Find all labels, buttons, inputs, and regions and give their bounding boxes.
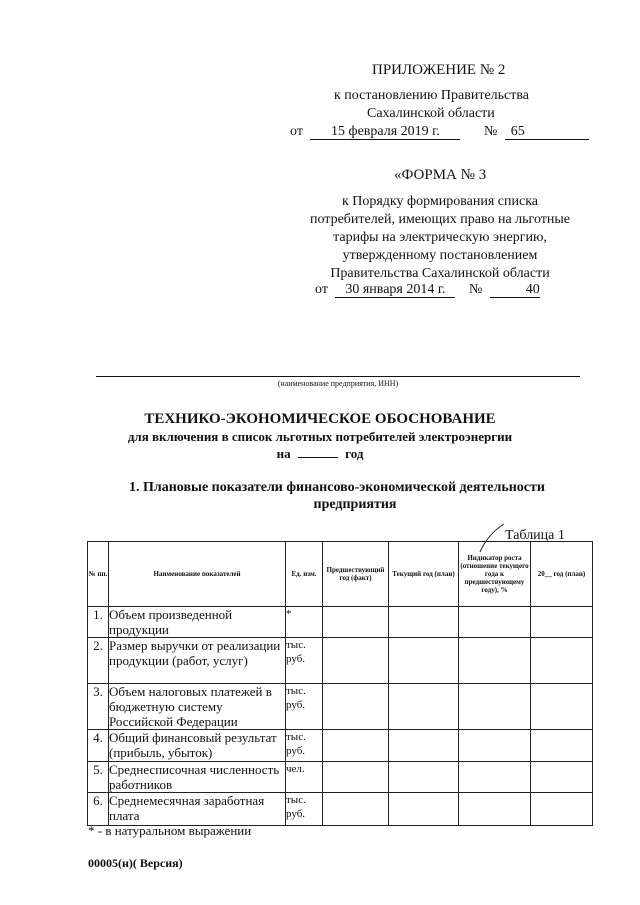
form-from-label: от — [315, 282, 328, 297]
from-label: от — [290, 124, 303, 139]
header-current-year: Текущий год (план) — [389, 542, 459, 607]
company-caption: (наименование предприятия, ИНН) — [277, 379, 399, 388]
cell-plan[interactable] — [531, 607, 593, 638]
cell-growth[interactable] — [459, 762, 531, 793]
document-title: ТЕХНИКО-ЭКОНОМИЧЕСКОЕ ОБОСНОВАНИЕ — [144, 411, 496, 427]
cell-current[interactable] — [389, 730, 459, 762]
row-unit: тыс. руб. — [286, 793, 323, 826]
table-row — [88, 762, 593, 793]
header-unit: Ед. изм. — [286, 542, 323, 607]
header-previous-year: Предшествующий год (факт) — [323, 542, 389, 607]
section-subtitle: предприятия — [313, 497, 397, 512]
row-number: 3. — [88, 684, 109, 730]
row-number: 4. — [88, 730, 109, 762]
footnote: * - в натуральном выражении — [88, 823, 252, 838]
row-name: Среднесписочная численность работников — [109, 762, 286, 793]
row-name: Объем налоговых платежей в бюджетную систему Российской Федерации — [109, 684, 286, 730]
row-name: Размер выручки от реализации продукции (работ, услуг) — [109, 638, 286, 684]
region-line: Сахалинской области — [367, 106, 495, 121]
row-number: 5. — [88, 762, 109, 793]
decree-date-row — [290, 123, 589, 140]
row-unit: * — [286, 607, 323, 638]
year-row — [0, 446, 640, 462]
cell-previous[interactable] — [323, 730, 389, 762]
table-row — [88, 730, 593, 762]
year-suffix: год — [345, 446, 364, 461]
form-line-2: потребителей, имеющих право на льготные — [310, 212, 570, 227]
header-indicator-name: Наименование показателей — [109, 542, 286, 607]
row-unit: тыс. руб. — [286, 730, 323, 762]
row-number: 6. — [88, 793, 109, 826]
form-line-5: Правительства Сахалинской области — [330, 266, 550, 281]
cell-previous[interactable] — [323, 762, 389, 793]
document-code: 00005(н)( Версия) — [88, 856, 183, 870]
form-line-3: тарифы на электрическую энергию, — [333, 230, 547, 245]
year-prefix: на — [276, 446, 291, 461]
cell-current[interactable] — [389, 684, 459, 730]
cell-plan[interactable] — [531, 793, 593, 826]
row-unit: тыс. руб. — [286, 638, 323, 684]
table-row — [88, 684, 593, 730]
form-number-label: № — [468, 282, 483, 297]
table-row — [88, 638, 593, 684]
row-number: 2. — [88, 638, 109, 684]
cell-current[interactable] — [389, 793, 459, 826]
form-line-1: к Порядку формирования списка — [341, 194, 539, 209]
form-line-4: утвержденному постановлением — [342, 248, 538, 263]
decree-number: 65 — [505, 124, 589, 140]
cell-growth[interactable] — [459, 793, 531, 826]
decree-line: к постановлению Правительства — [334, 88, 530, 103]
cell-plan[interactable] — [531, 684, 593, 730]
number-label: № — [483, 124, 498, 139]
row-name: Объем произведенной продукции — [109, 607, 286, 638]
cell-plan[interactable] — [531, 730, 593, 762]
header-plan-year: 20__ год (план) — [531, 542, 593, 607]
header-growth-indicator: Индикатор роста (отношение текущего года к предшествующему году), % — [459, 542, 531, 607]
cell-current[interactable] — [389, 607, 459, 638]
row-unit: тыс. руб. — [286, 684, 323, 730]
cell-previous[interactable] — [323, 684, 389, 730]
cell-growth[interactable] — [459, 684, 531, 730]
row-name: Среднемесячная заработная плата — [109, 793, 286, 826]
indicators-table — [87, 541, 593, 826]
table-row — [88, 607, 593, 638]
cell-plan[interactable] — [531, 638, 593, 684]
table-header-row — [88, 542, 593, 607]
year-blank[interactable] — [298, 457, 338, 458]
row-number: 1. — [88, 607, 109, 638]
appendix-title: ПРИЛОЖЕНИЕ № 2 — [372, 62, 506, 78]
decree-date: 15 февраля 2019 г. — [310, 124, 460, 140]
header-number: № пп. — [88, 542, 109, 607]
form-date-row — [315, 281, 540, 298]
cell-previous[interactable] — [323, 638, 389, 684]
section-title: 1. Плановые показатели финансово-экономической деятельности — [129, 480, 545, 495]
company-line[interactable] — [96, 376, 580, 377]
document-subtitle: для включения в список льготных потребителей электроэнергии — [127, 429, 513, 444]
form-number: 40 — [490, 282, 540, 298]
form-title: «ФОРМА № 3 — [394, 167, 487, 183]
cell-current[interactable] — [389, 762, 459, 793]
row-name: Общий финансовый результат (прибыль, убыток) — [109, 730, 286, 762]
cell-plan[interactable] — [531, 762, 593, 793]
cell-previous[interactable] — [323, 793, 389, 826]
cell-growth[interactable] — [459, 638, 531, 684]
cell-growth[interactable] — [459, 607, 531, 638]
form-date: 30 января 2014 г. — [335, 282, 455, 298]
table-label: Таблица 1 — [505, 528, 565, 543]
cell-previous[interactable] — [323, 607, 389, 638]
cell-current[interactable] — [389, 638, 459, 684]
row-unit: чел. — [286, 762, 323, 793]
cell-growth[interactable] — [459, 730, 531, 762]
table-row — [88, 793, 593, 826]
